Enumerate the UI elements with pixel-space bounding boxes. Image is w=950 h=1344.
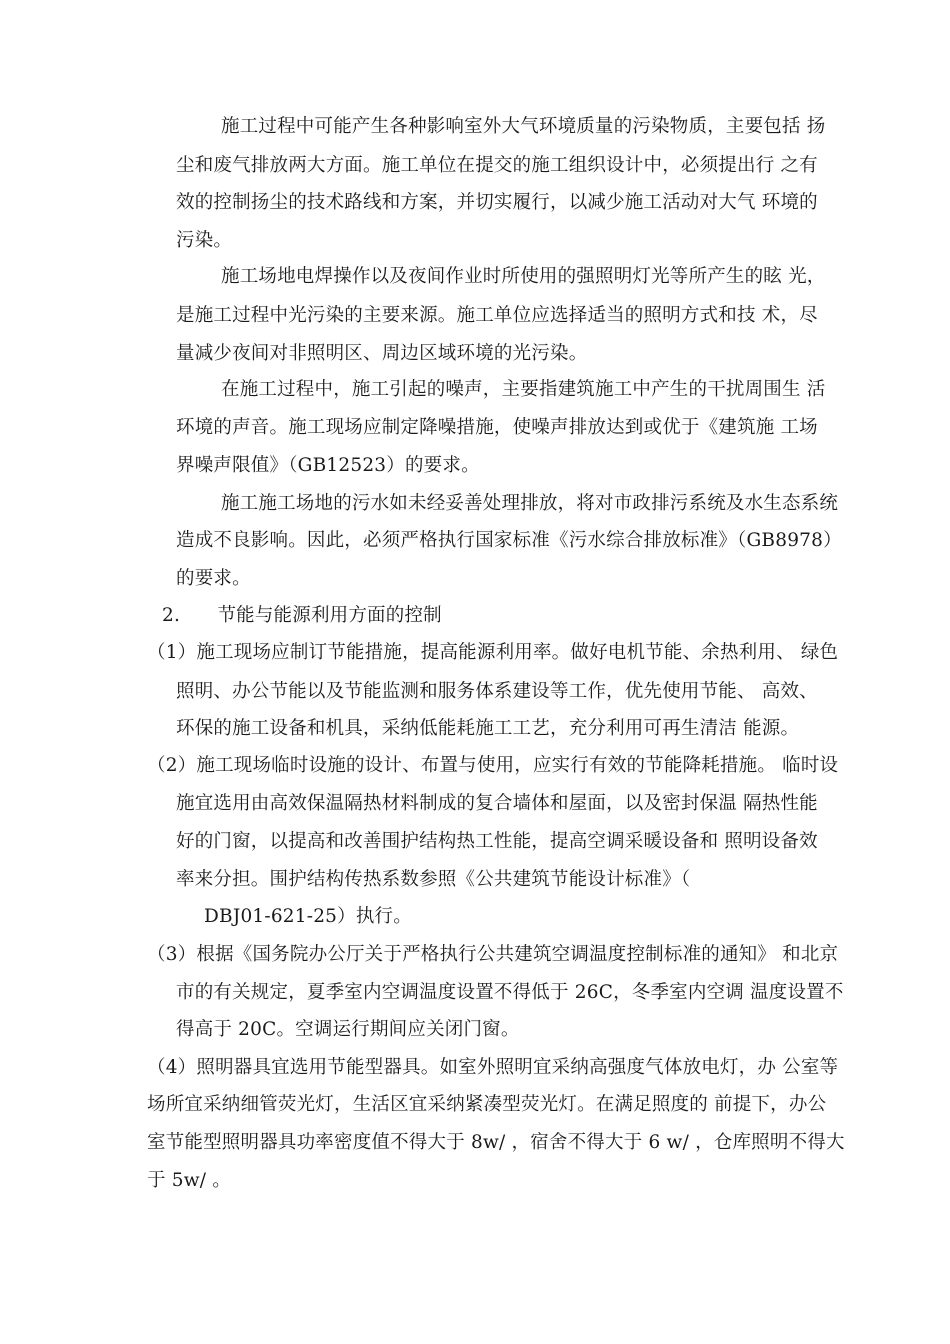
section-heading: 2. 节能与能源利用方面的控制	[162, 605, 442, 626]
text-line: 场所宜采纳细管荧光灯，生活区宜采纳紧凑型荧光灯。在满足照度的 前提下，办公	[147, 1094, 827, 1115]
text-line: 是施工过程中光污染的主要来源。施工单位应选择适当的照明方式和技 术，尽	[176, 305, 818, 326]
text-line: （2）施工现场临时设施的设计、布置与使用，应实行有效的节能降耗措施。 临时设	[147, 755, 839, 776]
text-line: 得高于 20C。空调运行期间应关闭门窗。	[176, 1019, 520, 1040]
text-line: （4）照明器具宜选用节能型器具。如室外照明宜采纳高强度气体放电灯，办 公室等	[147, 1057, 839, 1078]
text-line: 量减少夜间对非照明区、周边区域环境的光污染。	[176, 343, 588, 364]
text-line: 照明、办公节能以及节能监测和服务体系建设等工作，优先使用节能、 高效、	[176, 681, 818, 702]
text-line: 市的有关规定，夏季室内空调温度设置不得低于 26C，冬季室内空调 温度设置不	[176, 982, 844, 1003]
text-line: 效的控制扬尘的技术路线和方案，并切实履行，以减少施工活动对大气 环境的	[176, 192, 818, 213]
text-line: 造成不良影响。因此，必须严格执行国家标准《污水综合排放标准》（GB8978）	[176, 530, 842, 551]
text-line: DBJ01-621-25）执行。	[204, 906, 412, 927]
text-line: 施工施工场地的污水如未经妥善处理排放，将对市政排污系统及水生态系统	[221, 493, 839, 514]
text-line: 的要求。	[176, 568, 251, 589]
text-line: 环保的施工设备和机具，采纳低能耗施工工艺，充分利用可再生清洁 能源。	[176, 718, 800, 739]
text-line: 室节能型照明器具功率密度值不得大于 8w/ ，宿舍不得大于 6 w/ ，仓库照明不得大	[147, 1132, 845, 1153]
text-line: 率来分担。围护结构传热系数参照《公共建筑节能设计标准》（	[176, 869, 691, 890]
text-line: 施宜选用由高效保温隔热材料制成的复合墙体和屋面，以及密封保温 隔热性能	[176, 793, 818, 814]
text-line: 好的门窗，以提高和改善围护结构热工性能，提高空调采暖设备和 照明设备效	[176, 831, 818, 852]
text-line: （3）根据《国务院办公厅关于严格执行公共建筑空调温度控制标准的通知》 和北京	[147, 944, 839, 965]
text-line: 施工过程中可能产生各种影响室外大气环境质量的污染物质，主要包括 扬	[221, 116, 826, 137]
text-line: 于 5w/ 。	[147, 1170, 231, 1191]
text-line: 尘和废气排放两大方面。施工单位在提交的施工组织设计中，必须提出行 之有	[176, 155, 818, 176]
text-line: 污染。	[176, 230, 233, 251]
text-line: （1）施工现场应制订节能措施，提高能源利用率。做好电机节能、余热利用、 绿色	[147, 642, 839, 663]
text-line: 界噪声限值》（GB12523）的要求。	[176, 455, 480, 476]
text-line: 施工场地电焊操作以及夜间作业时所使用的强照明灯光等所产生的眩 光，	[221, 266, 826, 287]
text-line: 环境的声音。施工现场应制定降噪措施，使噪声排放达到或优于《建筑施 工场	[176, 417, 818, 438]
text-line: 在施工过程中，施工引起的噪声，主要指建筑施工中产生的干扰周围生 活	[221, 379, 826, 400]
